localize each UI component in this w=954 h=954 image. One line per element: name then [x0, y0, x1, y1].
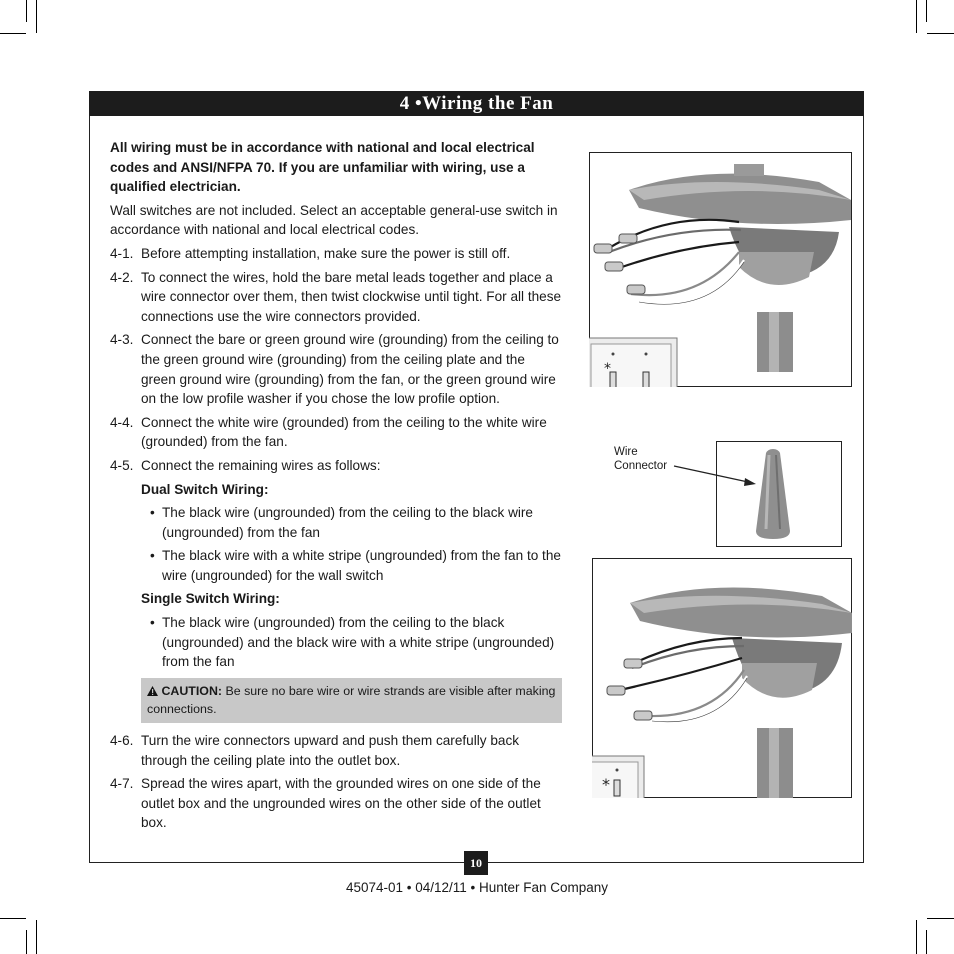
step-4-2: 4-2. To connect the wires, hold the bare metal leads together and place a wire connector over them, then twist clockwise until tight. For all these connections use the wire connectors provided. — [110, 269, 562, 324]
crop-mark — [916, 920, 917, 954]
page-number: 10 — [464, 851, 488, 875]
crop-mark — [927, 918, 954, 919]
footer: 45074-01 • 04/12/11 • Hunter Fan Company — [345, 880, 609, 895]
single-switch-wiring-illustration — [592, 558, 852, 798]
step-4-5: 4-5. Connect the remaining wires as follows: — [110, 457, 381, 473]
caution-text: Be sure no bare wire or wire strands are visible after making connections. — [147, 683, 556, 717]
crop-mark — [26, 0, 27, 22]
crop-mark — [36, 920, 37, 954]
pointer-arrow-icon — [672, 460, 758, 490]
section-title: 4 •Wiring the Fan — [89, 91, 864, 116]
wire-connector-label: Wire Connector — [614, 446, 668, 472]
crop-mark — [0, 918, 26, 919]
crop-mark — [0, 33, 26, 34]
intro-warning: All wiring must be in accordance with national and local electrical codes and ANSI/NFPA 70. If you are unfamiliar with wiring, use a qualified electrician. — [110, 140, 535, 195]
step-4-3: 4-3. Connect the bare or green ground wire (grounding) from the ceiling to the green ground wire (grounding) from the ceiling plate and the green ground wire (grounding) from the fan, or the green ground wire on the low profile washer if you chose the low profile option. — [110, 332, 559, 407]
step-4-4: 4-4. Connect the white wire (grounded) from the ceiling to the white wire (grounded) from the fan. — [110, 414, 547, 450]
crop-mark — [36, 0, 37, 33]
crop-mark — [916, 0, 917, 33]
crop-mark — [26, 930, 27, 954]
dual-switch-wiring-illustration — [589, 152, 852, 387]
dual-switch-heading: Dual Switch Wiring: — [141, 481, 269, 497]
single-bullet: • The black wire (ungrounded) from the ceiling to the black (ungrounded) and the black wire with a white stripe (ungrounded) from the fan — [150, 615, 555, 670]
crop-mark — [926, 0, 927, 22]
step-4-7: 4-7. Spread the wires apart, with the grounded wires on one side of the outlet box and the ungrounded wires on the other side of the outlet box. — [110, 776, 541, 831]
warning-triangle-icon — [147, 684, 161, 698]
crop-mark — [927, 33, 954, 34]
single-switch-heading: Single Switch Wiring: — [141, 591, 280, 607]
caution-label: CAUTION: — [161, 683, 223, 698]
svg-text:*: * — [602, 775, 610, 794]
caution-box — [141, 678, 562, 723]
svg-text:*: * — [604, 361, 611, 377]
intro-text: Wall switches are not included. Select an acceptable general-use switch in accordance with national and local electrical codes. — [110, 202, 558, 238]
step-4-6: 4-6. Turn the wire connectors upward and push them carefully back through the ceiling plate into the outlet box. — [110, 733, 520, 768]
crop-mark — [926, 930, 927, 954]
wire-connector-illustration — [716, 441, 842, 547]
step-4-1: 4-1. Before attempting installation, make sure the power is still off. — [110, 245, 511, 261]
dual-bullet: • The black wire (ungrounded) from the ceiling to the black wire (ungrounded) from the fan — [150, 505, 533, 540]
dual-bullet: • The black wire with a white stripe (ungrounded) from the fan to the wire (ungrounded) for the wall switch — [150, 548, 561, 583]
instructions-column — [110, 138, 562, 837]
